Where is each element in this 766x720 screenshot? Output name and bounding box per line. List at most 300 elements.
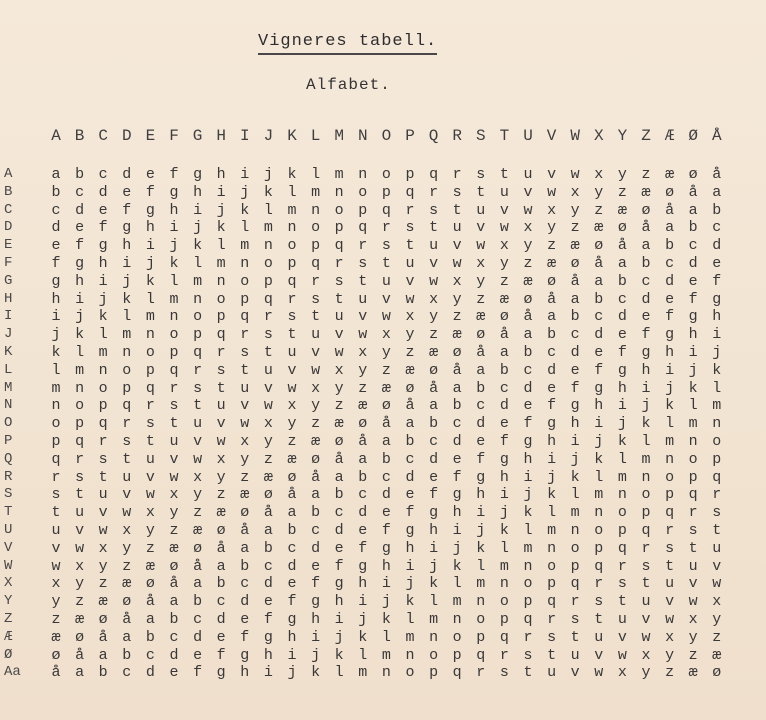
table-cell: p [51, 433, 61, 450]
table-cell: m [547, 522, 557, 539]
table-cell: r [193, 361, 203, 379]
table-cell: r [665, 522, 675, 539]
table-cell: j [641, 397, 651, 415]
table-cell: a [75, 664, 85, 682]
table-cell: x [358, 344, 368, 361]
table-cell: q [98, 415, 108, 433]
table-cell: q [617, 539, 627, 557]
table-cell: æ [193, 522, 203, 539]
table-cell: q [641, 522, 651, 539]
table-cell: c [358, 486, 368, 504]
table-cell: ø [122, 593, 132, 611]
table-cell: r [429, 183, 439, 201]
table-cell: x [523, 219, 533, 237]
table-cell: b [499, 361, 509, 379]
table-cell: m [405, 628, 415, 646]
table-cell: ø [216, 522, 226, 539]
table-cell: æ [311, 433, 321, 450]
table-cell: x [216, 450, 226, 468]
table-cell: o [523, 575, 533, 593]
table-cell: j [193, 219, 203, 237]
table-cell: o [145, 344, 155, 361]
table-cell: i [594, 415, 604, 433]
table-cell: c [594, 308, 604, 326]
table-cell: f [311, 575, 321, 593]
table-cell: m [51, 379, 61, 397]
table-cell: j [594, 433, 604, 450]
table-cell: q [594, 557, 604, 575]
table-cell: c [523, 361, 533, 379]
row-label: W [4, 557, 13, 574]
table-cell: r [358, 237, 368, 255]
table-cell: æ [263, 468, 273, 486]
table-cell: u [547, 664, 557, 682]
table-cell: w [240, 415, 250, 433]
table-cell: t [641, 575, 651, 593]
table-cell: ø [617, 219, 627, 237]
table-cell: y [570, 201, 580, 219]
table-cell: f [688, 290, 698, 308]
table-cell: k [617, 433, 627, 450]
table-cell: ø [665, 183, 675, 201]
table-cell: u [499, 183, 509, 201]
table-cell: å [712, 166, 722, 183]
table-cell: i [617, 397, 627, 415]
table-cell: å [641, 219, 651, 237]
table-cell: f [499, 433, 509, 450]
table-cell: v [216, 415, 226, 433]
table-cell: e [570, 361, 580, 379]
table-cell: d [712, 237, 722, 255]
table-cell: å [381, 415, 391, 433]
table-cell: o [240, 272, 250, 290]
table-cell: r [381, 219, 391, 237]
table-cell: z [523, 255, 533, 272]
table-cell: n [122, 344, 132, 361]
table-cell: q [358, 219, 368, 237]
table-cell: h [523, 450, 533, 468]
table-cell: n [617, 486, 627, 504]
table-cell: w [193, 450, 203, 468]
table-cell: x [51, 575, 61, 593]
table-cell: m [641, 450, 651, 468]
table-cell: y [523, 237, 533, 255]
table-cell: s [287, 308, 297, 326]
table-cell: y [122, 539, 132, 557]
table-cell: v [75, 522, 85, 539]
table-cell: u [193, 415, 203, 433]
table-cell: m [617, 468, 627, 486]
table-cell: x [381, 326, 391, 344]
table-cell: æ [665, 166, 675, 183]
table-cell: e [263, 593, 273, 611]
table-cell: q [75, 433, 85, 450]
table-cell: y [263, 433, 273, 450]
table-cell: d [122, 166, 132, 183]
table-cell: l [122, 308, 132, 326]
row-label: I [4, 308, 13, 325]
table-cell: æ [476, 308, 486, 326]
table-cell: j [263, 166, 273, 183]
table-cell: l [287, 183, 297, 201]
table-cell: e [476, 433, 486, 450]
table-cell: p [122, 379, 132, 397]
table-cell: o [334, 201, 344, 219]
row-label: C [4, 201, 13, 218]
table-cell: u [429, 237, 439, 255]
row-label: Z [4, 611, 13, 627]
header-letter: O [381, 127, 392, 145]
table-cell: a [287, 504, 297, 522]
table-cell: c [98, 166, 108, 183]
table-cell: a [665, 219, 675, 237]
table-cell: i [358, 593, 368, 611]
table-cell: f [570, 379, 580, 397]
table-cell: d [641, 290, 651, 308]
table-cell: å [570, 272, 580, 290]
table-cell: q [429, 166, 439, 183]
row-label: N [4, 397, 13, 414]
table-cell: ø [499, 308, 509, 326]
table-cell: e [311, 557, 321, 575]
table-cell: ø [98, 611, 108, 628]
table-cell: t [476, 183, 486, 201]
table-cell: y [712, 611, 722, 628]
table-cell: k [641, 415, 651, 433]
table-cell: k [429, 575, 439, 593]
table-cell: x [452, 272, 462, 290]
table-cell: y [193, 486, 203, 504]
table-cell: q [287, 272, 297, 290]
table-cell: u [523, 166, 533, 183]
table-cell: w [263, 397, 273, 415]
table-cell: r [594, 575, 604, 593]
table-cell: r [334, 255, 344, 272]
row-label: Aa [4, 664, 21, 681]
table-cell: a [547, 308, 557, 326]
table-cell: f [75, 237, 85, 255]
table-cell: m [169, 290, 179, 308]
table-cell: å [287, 486, 297, 504]
table-cell: w [547, 183, 557, 201]
table-cell: m [688, 415, 698, 433]
table-cell: e [429, 468, 439, 486]
table-cell: s [523, 646, 533, 664]
table-cell: s [216, 361, 226, 379]
table-cell: o [216, 290, 226, 308]
table-cell: v [311, 344, 321, 361]
table-cell: j [240, 183, 250, 201]
table-cell: r [75, 450, 85, 468]
table-cell: v [287, 361, 297, 379]
table-cell: i [452, 522, 462, 539]
table-cell: j [499, 504, 509, 522]
table-cell: v [547, 166, 557, 183]
table-cell: e [594, 344, 604, 361]
table-cell: e [169, 664, 179, 682]
table-cell: q [216, 326, 226, 344]
table-cell: s [263, 326, 273, 344]
table-cell: m [523, 539, 533, 557]
row-label: A [4, 166, 13, 182]
table-cell: y [665, 646, 675, 664]
row-label: R [4, 468, 13, 485]
table-cell: x [688, 611, 698, 628]
table-cell: f [547, 397, 557, 415]
table-cell: p [405, 166, 415, 183]
table-cell: p [499, 611, 509, 628]
table-cell: j [547, 468, 557, 486]
table-cell: w [98, 522, 108, 539]
table-cell: b [216, 575, 226, 593]
table-cell: j [311, 646, 321, 664]
header-letter: S [475, 127, 486, 145]
table-cell: y [240, 450, 250, 468]
table-cell: f [641, 326, 651, 344]
table-cell: p [169, 344, 179, 361]
table-cell: z [499, 272, 509, 290]
table-cell: r [169, 379, 179, 397]
table-cell: s [499, 664, 509, 682]
table-cell: d [263, 575, 273, 593]
table-cell: m [381, 646, 391, 664]
table-cell: f [145, 183, 155, 201]
table-cell: v [452, 237, 462, 255]
table-cell: e [617, 326, 627, 344]
table-cell: å [429, 379, 439, 397]
table-cell: o [688, 450, 698, 468]
table-cell: j [75, 308, 85, 326]
table-cell: z [51, 611, 61, 628]
table-cell: x [429, 290, 439, 308]
table-cell: p [523, 593, 533, 611]
table-cell: æ [523, 272, 533, 290]
table-cell: z [665, 664, 675, 682]
table-cell: x [641, 646, 651, 664]
table-cell: e [240, 611, 250, 628]
table-cell: y [216, 468, 226, 486]
table-cell: m [216, 255, 226, 272]
table-cell: n [405, 646, 415, 664]
table-cell: i [51, 308, 61, 326]
table-cell: b [570, 308, 580, 326]
table-cell: k [476, 539, 486, 557]
table-cell: q [712, 468, 722, 486]
table-cell: æ [547, 255, 557, 272]
table-cell: m [75, 361, 85, 379]
table-cell: ø [263, 486, 273, 504]
table-cell: p [476, 628, 486, 646]
table-cell: y [617, 166, 627, 183]
table-cell: l [688, 397, 698, 415]
table-cell: g [665, 326, 675, 344]
table-cell: x [334, 361, 344, 379]
table-cell: j [688, 361, 698, 379]
table-cell: b [641, 255, 651, 272]
table-cell: æ [145, 557, 155, 575]
table-cell: å [122, 611, 132, 628]
table-cell: ø [547, 272, 557, 290]
table-cell: l [358, 646, 368, 664]
table-cell: l [665, 415, 675, 433]
table-cell: g [429, 504, 439, 522]
table-cell: u [51, 522, 61, 539]
table-cell: r [499, 646, 509, 664]
table-cell: z [311, 415, 321, 433]
table-cell: v [193, 433, 203, 450]
table-cell: n [311, 201, 321, 219]
table-cell: u [263, 361, 273, 379]
table-cell: b [594, 290, 604, 308]
table-cell: s [594, 593, 604, 611]
table-cell: n [665, 450, 675, 468]
table-cell: b [523, 344, 533, 361]
table-cell: ø [405, 379, 415, 397]
table-cell: n [570, 522, 580, 539]
table-cell: h [51, 290, 61, 308]
table-cell: e [98, 201, 108, 219]
table-cell: o [358, 183, 368, 201]
table-cell: z [452, 308, 462, 326]
table-cell: u [358, 290, 368, 308]
row-label: X [4, 575, 13, 592]
table-cell: e [358, 522, 368, 539]
table-cell: u [617, 611, 627, 628]
table-cell: w [688, 593, 698, 611]
table-cell: i [641, 379, 651, 397]
table-cell: b [712, 201, 722, 219]
table-cell: å [617, 237, 627, 255]
table-cell: s [570, 611, 580, 628]
table-cell: v [263, 379, 273, 397]
table-cell: u [405, 255, 415, 272]
table-cell: h [476, 486, 486, 504]
table-cell: z [75, 593, 85, 611]
table-cell: t [452, 201, 462, 219]
table-cell: æ [334, 415, 344, 433]
table-cell: d [216, 611, 226, 628]
table-cell: k [665, 397, 675, 415]
table-cell: n [476, 593, 486, 611]
header-letter: H [216, 127, 226, 145]
table-cell: c [452, 415, 462, 433]
table-cell: d [429, 450, 439, 468]
table-cell: e [712, 255, 722, 272]
table-cell: æ [122, 575, 132, 593]
table-cell: o [712, 433, 722, 450]
table-cell: a [523, 326, 533, 344]
table-cell: j [617, 415, 627, 433]
table-cell: i [429, 539, 439, 557]
table-cell: z [169, 522, 179, 539]
table-cell: h [311, 611, 321, 628]
table-cell: f [193, 664, 203, 682]
table-cell: a [712, 183, 722, 201]
header-letter: G [192, 127, 203, 145]
table-cell: h [452, 504, 462, 522]
table-cell: å [499, 326, 509, 344]
table-cell: j [358, 611, 368, 628]
table-cell: l [594, 468, 604, 486]
table-cell: g [169, 183, 179, 201]
table-cell: a [570, 290, 580, 308]
table-cell: i [193, 201, 203, 219]
table-cell: s [145, 415, 155, 433]
table-cell: q [240, 308, 250, 326]
table-cell: n [334, 183, 344, 201]
table-cell: c [145, 646, 155, 664]
header-letter: I [239, 127, 250, 145]
table-cell: s [358, 255, 368, 272]
table-cell: u [145, 450, 155, 468]
table-cell: æ [499, 290, 509, 308]
table-cell: h [405, 539, 415, 557]
table-cell: b [429, 415, 439, 433]
header-letter: Å [711, 127, 722, 145]
table-cell: l [547, 504, 557, 522]
table-cell: z [193, 504, 203, 522]
table-cell: æ [169, 539, 179, 557]
table-cell: g [381, 539, 391, 557]
table-cell: o [594, 522, 604, 539]
table-cell: k [240, 201, 250, 219]
table-cell: n [287, 219, 297, 237]
table-cell: v [122, 486, 132, 504]
table-cell: v [499, 201, 509, 219]
table-cell: s [334, 272, 344, 290]
table-cell: g [334, 575, 344, 593]
table-cell: m [429, 611, 439, 628]
table-cell: v [523, 183, 533, 201]
table-cell: y [311, 397, 321, 415]
table-cell: b [665, 237, 675, 255]
table-cell: v [712, 557, 722, 575]
table-cell: r [452, 166, 462, 183]
table-cell: h [169, 201, 179, 219]
table-cell: ø [193, 539, 203, 557]
table-cell: å [358, 433, 368, 450]
table-cell: y [169, 504, 179, 522]
table-cell: æ [452, 326, 462, 344]
table-cell: m [145, 308, 155, 326]
table-cell: i [499, 486, 509, 504]
table-cell: p [665, 486, 675, 504]
table-cell: ø [712, 664, 722, 682]
table-cell: k [311, 664, 321, 682]
header-letter: Q [428, 127, 439, 145]
table-cell: h [570, 415, 580, 433]
table-cell: t [617, 593, 627, 611]
table-cell: q [688, 486, 698, 504]
row-label: D [4, 219, 13, 236]
table-cell: g [75, 255, 85, 272]
table-cell: r [216, 344, 226, 361]
table-cell: d [665, 272, 675, 290]
table-cell: u [75, 504, 85, 522]
table-cell: å [311, 468, 321, 486]
table-cell: b [381, 450, 391, 468]
table-cell: w [405, 290, 415, 308]
table-cell: i [263, 664, 273, 682]
table-cell: p [570, 557, 580, 575]
table-cell: i [145, 237, 155, 255]
table-cell: å [334, 450, 344, 468]
table-cell: r [641, 539, 651, 557]
table-cell: w [617, 646, 627, 664]
table-cell: b [51, 183, 61, 201]
table-cell: r [311, 272, 321, 290]
table-cell: o [381, 166, 391, 183]
